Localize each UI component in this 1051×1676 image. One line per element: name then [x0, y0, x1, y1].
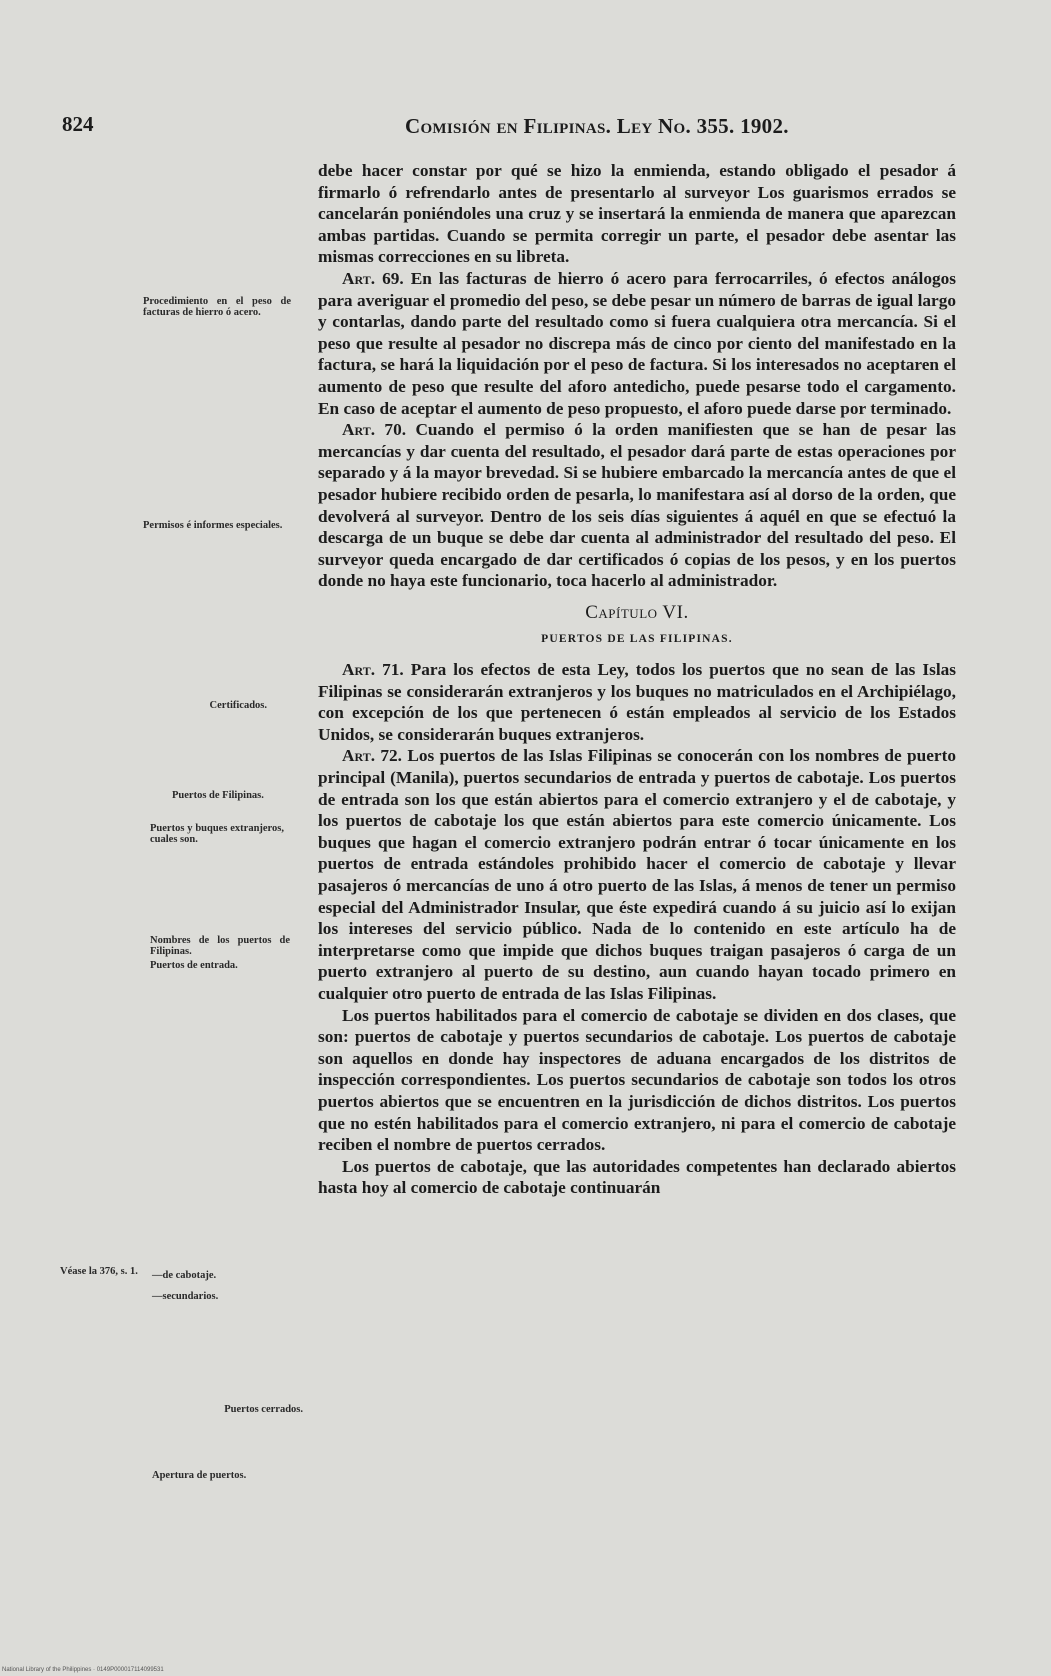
article-number: Art. 70. [342, 420, 407, 440]
article-number: Art. 71. [342, 660, 404, 680]
chapter-title: Capítulo VI. [585, 601, 689, 623]
article-71: Art. 71. Para los efectos de esta Ley, todos los puertos que no sean de las Islas Filipinas se considerarán extranjeros y los buques no matriculados en el Archipiélago, con excepción de los que pertenecen ó están empleados al servicio de los Estados Unidos, se considerarán buques extranjeros. [318, 660, 956, 744]
page-header [62, 112, 882, 142]
article-number: Art. 72. [342, 746, 402, 766]
sidenote-nombres: Nombres de los puertos de Filipinas. [150, 935, 290, 957]
chapter-subtitle: PUERTOS DE LAS FILIPINAS. [541, 633, 733, 646]
page-number: 824 [62, 112, 94, 136]
sidenote-puertos-filipinas: Puertos de Filipinas. [172, 790, 264, 801]
article-69: Art. 69. En las facturas de hierro ó acero para ferrocarriles, ó efectos análogos para averiguar el promedio del peso, se debe pesar un número de barras de igual largo y contarlas, dando parte del resultado como si fuera cualquiera otra mercancía. Si el peso que resulte al pesador no discrepa más de cinco por ciento del manifestado en la factura, se hará la liquidación por el peso de factura. Si los interesados no aceptaren el aumento de peso que resulte del aforo antedicho, puede pesarse todo el cargamento. En caso de aceptar el aumento de peso propuesto, el aforo puede darse por terminado. [318, 268, 956, 418]
article-70: Art. 70. Cuando el permiso ó la orden manifiesten que se han de pesar las mercancías y dar cuenta del resultado, el pesador dará parte de estas operaciones por separado y á la mayor brevedad. Si se hubiere embarcado la mercancía antes de que el pesador hubiere recibido orden de pesarla, lo manifestara así al dorso de la orden, que devolverá al surveyor. Dentro de los seis días siguientes á aquél en que se efectuó la descarga de un buque se debe dar cuenta al administrador del resultado del peso. El surveyor queda encargado de dar certificados ó copias de los pesos, y en los puertos donde no haya este funcionario, toca hacerlo al administrador. [318, 420, 956, 591]
sidenote-permisos: Permisos é informes especiales. [143, 520, 283, 531]
sidenote-procedimiento: Procedimiento en el peso de facturas de hierro ó acero. [143, 296, 291, 318]
sidenote-puertos-buques: Puertos y buques extranjeros, cuales son. [150, 823, 284, 845]
running-head: Comisión en Filipinas. Ley No. 355. 1902. [405, 114, 789, 138]
body-text [318, 160, 956, 1199]
sidenote-cerrados: Puertos cerrados. [224, 1404, 303, 1415]
sidenote-apertura: Apertura de puertos. [152, 1470, 247, 1481]
sidenote-cabotaje: —de cabotaje. [152, 1270, 217, 1281]
sidenote-puertos-entrada: Puertos de entrada. [150, 960, 238, 971]
sidenote-secundarios: —secundarios. [152, 1291, 219, 1302]
article-72: Art. 72. Los puertos de las Islas Filipinas se conocerán con los nombres de puerto principal (Manila), puertos secundarios de entrada y puertos de cabotaje. Los puertos de entrada son los que están abiertos para el comercio extranjero y el de cabotaje, y los puertos de cabotaje los que están abiertos para este comercio únicamente. Los buques que hagan el comercio extranjero podrán entrar ó tocar únicamente en los puertos de entrada estándoles prohibido hacer el comercio de cabotaje y llevar pasajeros ó mercancías de uno á otro puerto de las Islas, á menos de tener un permiso especial del Administrador Insular, que éste expedirá cuando á su juicio así lo exijan los intereses del servicio público. Nada de lo contenido en este artículo ha de interpretarse como que impide que dichos buques traigan pasajeros ó carga de un puerto extranjero al puerto de su destino, aun cuando hayan tocado primero en cualquier otro puerto de entrada de las Islas Filipinas. [318, 746, 956, 1003]
footer-credit: National Library of the Philippines · 0149P000017114099531 [2, 1667, 164, 1673]
paragraph-cabotaje: Los puertos habilitados para el comercio de cabotaje se dividen en dos clases, que son: puertos de cabotaje y puertos secundarios de cabotaje. Los puertos de cabotaje son aquellos en donde hay inspectores de aduana encargados de los distritos de inspección correspondientes. Los puertos secundarios de cabotaje son todos los otros puertos abiertos que se encuentren en la jurisdicción de dichos distritos. Los puertos que no estén habilitados para el comercio extranjero, ni para el comercio de cabotaje reciben el nombre de puertos cerrados. [318, 1005, 956, 1155]
article-number: Art. 69. [342, 268, 404, 288]
paragraph-continuation: debe hacer constar por qué se hizo la enmienda, estando obligado el pesador á firmarlo ó refrendarlo antes de presentarlo al surveyor Los guarismos errados se cancelarán poniéndoles una cruz y se insertará la enmienda de manera que aparezcan ambas partidas. Cuando se permita corregir un parte, el pesador debe asentar las mismas correcciones en su libreta. [318, 161, 956, 267]
sidenote-crossref: Véase la 376, s. 1. [60, 1266, 138, 1277]
paragraph-apertura: Los puertos de cabotaje, que las autoridades competentes han declarado abiertos hasta hoy al comercio de cabotaje continuarán [318, 1156, 956, 1198]
sidenote-certificados: Certificados. [209, 700, 267, 711]
